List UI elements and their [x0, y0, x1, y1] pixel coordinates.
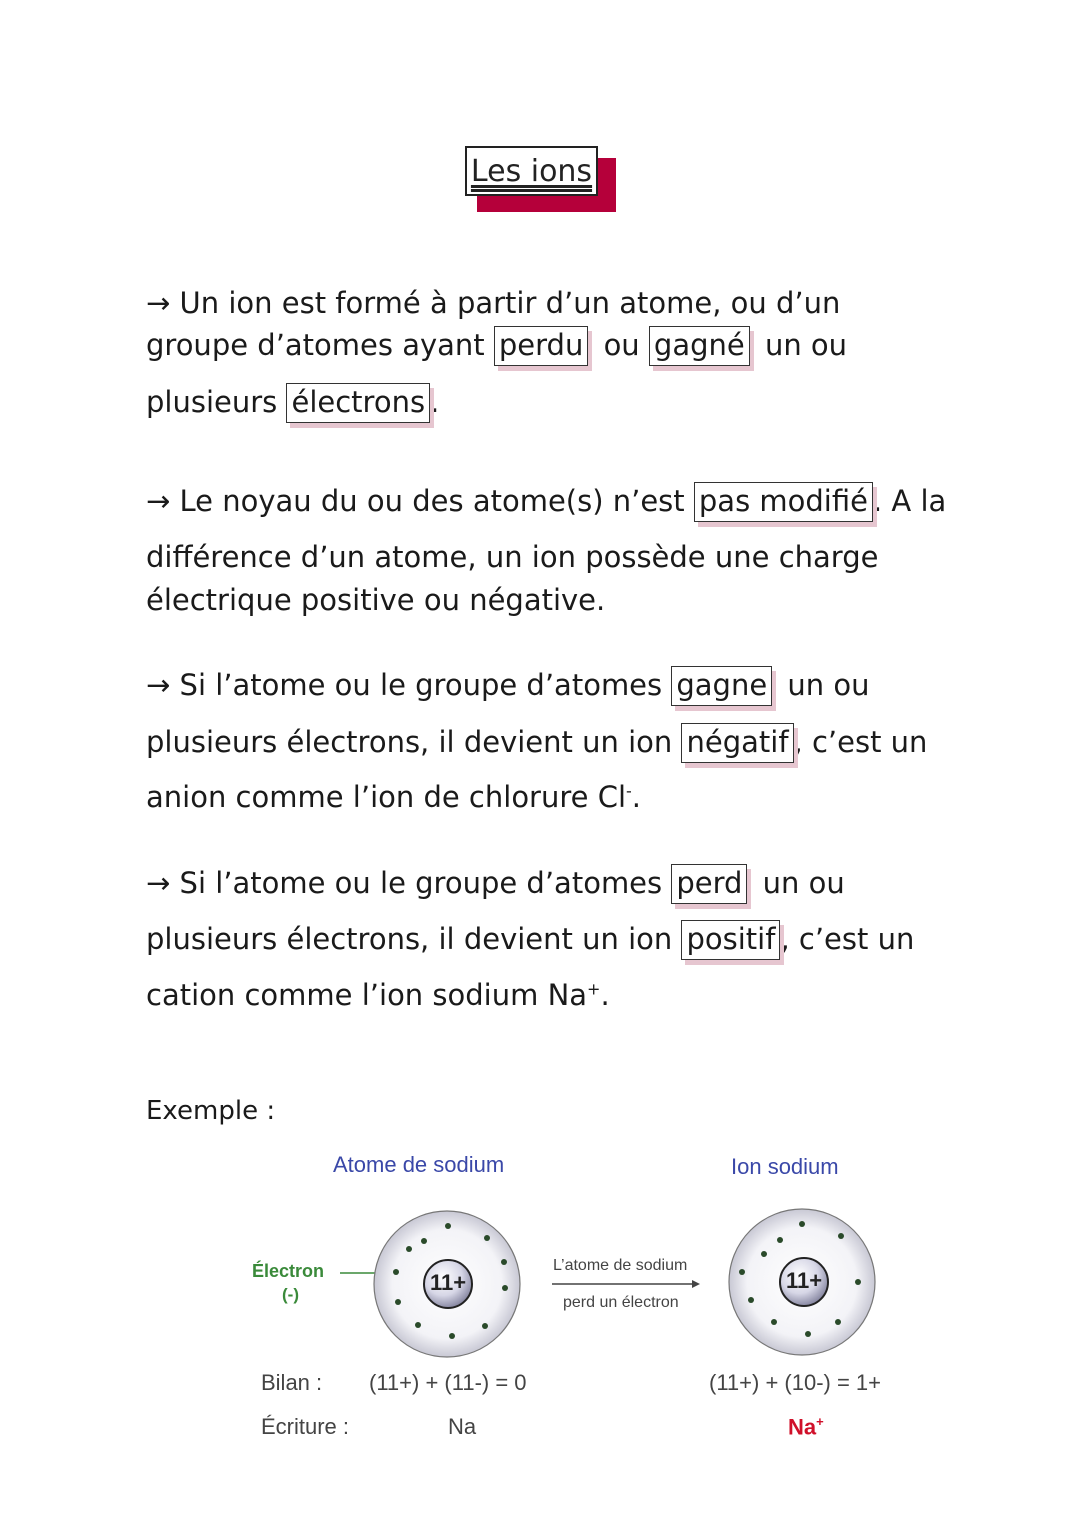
keyword-electrons: électrons — [286, 383, 430, 423]
p3-line1: → Si l’atome ou le groupe d’atomes gagne un ou — [146, 666, 870, 706]
arrow-bottom-label: perd un électron — [563, 1294, 679, 1311]
arrow-icon: → — [146, 866, 171, 900]
keyword-negatif: négatif — [681, 723, 793, 763]
p1-line2: groupe d’atomes ayant perdu ou gagné un ou — [146, 326, 847, 366]
ecriture-atom: Na — [448, 1414, 477, 1439]
electron-sign: (-) — [282, 1285, 299, 1304]
keyword-perdu: perdu — [494, 326, 588, 366]
p4-line3: cation comme l’ion sodium Na+. — [146, 978, 610, 1012]
keyword-pas-modifie: pas modifié — [694, 482, 873, 522]
p4-line2: plusieurs électrons, il devient un ion positif , c’est un — [146, 920, 914, 960]
bilan-ion: (11+) + (10-) = 1+ — [709, 1370, 882, 1395]
p3-line3: anion comme l’ion de chlorure Cl-. — [146, 780, 642, 814]
arrow-icon: → — [146, 484, 171, 518]
electron-label: Électron — [252, 1261, 325, 1281]
p3-line2: plusieurs électrons, il devient un ion négatif , c’est un — [146, 723, 927, 763]
arrow-icon: → — [146, 668, 171, 702]
bilan-label: Bilan : — [261, 1370, 323, 1395]
keyword-gagne: gagné — [649, 326, 750, 366]
keyword-perd: perd — [671, 864, 747, 904]
atom-nucleus-label: 11+ — [429, 1270, 467, 1295]
page-title: Les ions — [470, 153, 593, 189]
arrow-top-label: L’atome de sodium — [553, 1257, 688, 1274]
p2-line1: → Le noyau du ou des atome(s) n’est pas modifié . A la — [146, 482, 946, 522]
p1-line1: → Un ion est formé à partir d’un atome, ou d’un — [146, 286, 841, 320]
ion-nucleus-label: 11+ — [785, 1268, 823, 1293]
ion-title: Ion sodium — [731, 1154, 839, 1179]
p4-line1: → Si l’atome ou le groupe d’atomes perd un ou — [146, 864, 845, 904]
arrow-icon: → — [146, 286, 171, 320]
ecriture-label: Écriture : — [261, 1414, 350, 1439]
p2-line2: différence d’un atome, un ion possède une charge — [146, 540, 879, 574]
p2-line3: électrique positive ou négative. — [146, 583, 606, 617]
bilan-atom: (11+) + (11-) = 0 — [369, 1370, 527, 1395]
ecriture-ion: Na+ — [788, 1414, 824, 1440]
keyword-positif: positif — [681, 920, 780, 960]
reaction-arrow-head — [692, 1280, 700, 1288]
p1-line3: plusieurs électrons . — [146, 383, 439, 423]
atom-title: Atome de sodium — [333, 1152, 505, 1177]
example-label: Exemple : — [146, 1096, 276, 1126]
keyword-gagne-verb: gagne — [671, 666, 772, 706]
